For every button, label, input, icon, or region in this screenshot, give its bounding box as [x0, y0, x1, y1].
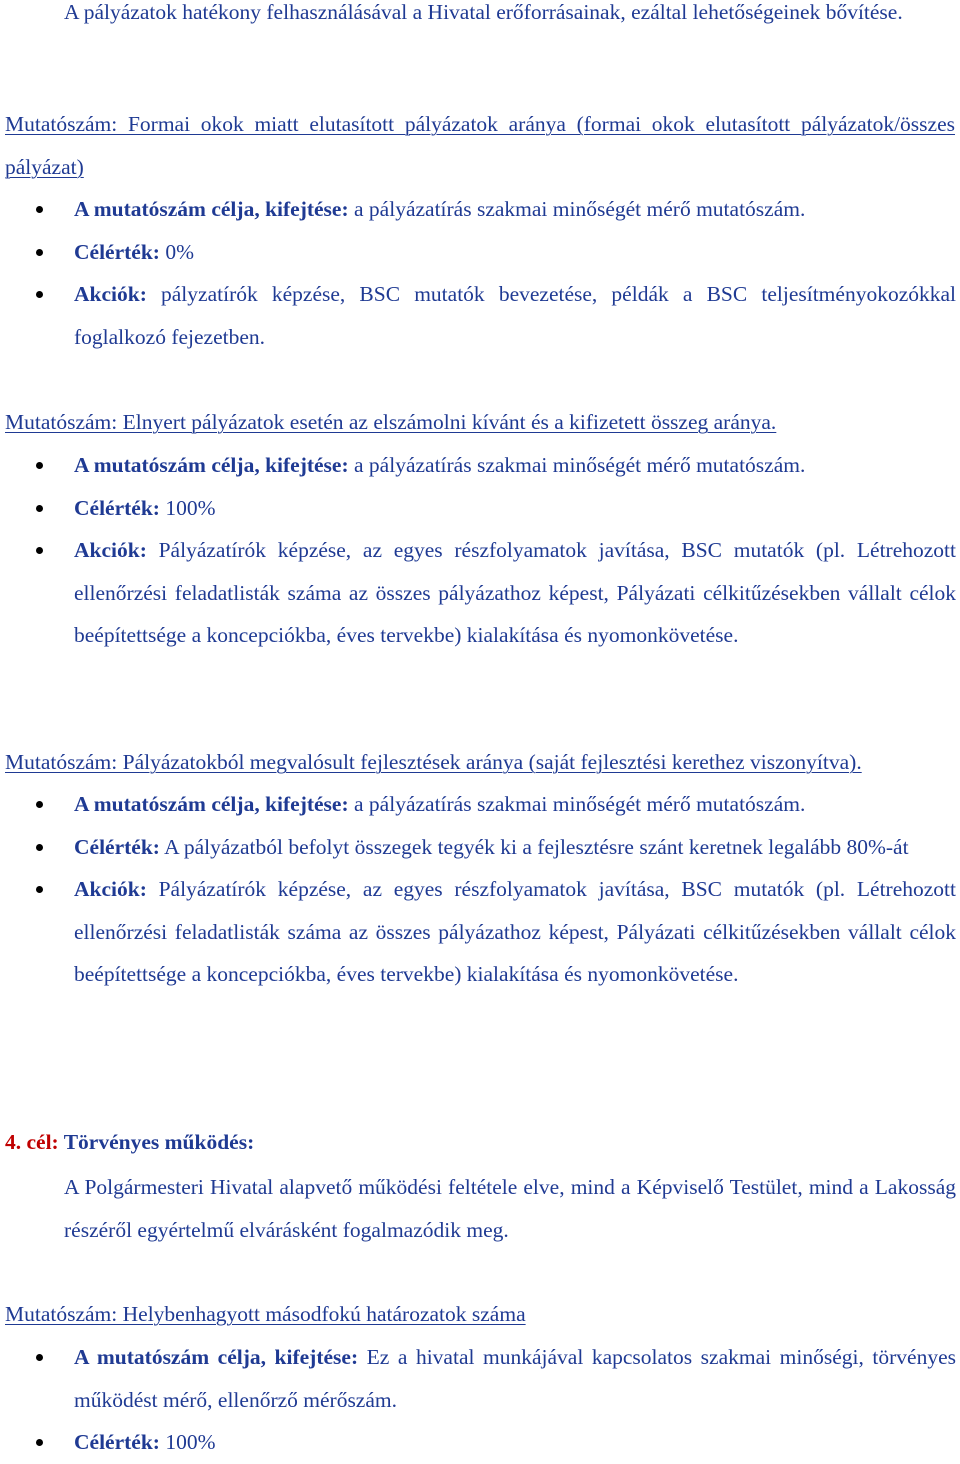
- item-term: A mutatószám célja, kifejtése:: [74, 1345, 359, 1369]
- item-text: a pályázatírás szakmai minőségét mérő mutatószám.: [348, 197, 806, 221]
- item-term: A mutatószám célja, kifejtése:: [74, 197, 349, 221]
- item-text: a pályázatírás szakmai minőségét mérő mutatószám.: [348, 792, 806, 816]
- list-item: [0, 273, 956, 358]
- item-text: A pályázatból befolyt összegek tegyék ki a fejlesztésre szánt keretnek legalább 80%-át: [159, 834, 909, 859]
- bullet-icon: [36, 1439, 43, 1446]
- goal-number: 4. cél:: [5, 1130, 64, 1154]
- item-term: Célérték:: [74, 834, 160, 859]
- item-term: Célérték:: [74, 239, 160, 264]
- item-text: 0%: [159, 239, 194, 264]
- indicator-heading: Mutatószám: Elnyert pályázatok esetén az elszámolni kívánt és a kifizetett összeg aránya.: [5, 410, 777, 434]
- bullet-icon: [36, 206, 43, 213]
- item-term: Akciók:: [74, 282, 147, 307]
- item-term: A mutatószám célja, kifejtése:: [74, 453, 349, 477]
- list-item: [0, 826, 956, 869]
- bullet-icon: [36, 844, 43, 851]
- item-text: pályzatírók képzése, BSC mutatók bevezetése, példák a BSC teljesítményokozókkal foglalkozó fejezetben.: [74, 282, 956, 349]
- goal-heading: [5, 1121, 254, 1164]
- indicator-heading: Mutatószám: Formai okok miatt elutasított pályázatok aránya (formai okok elutasított pályázatok/összes pályázat): [5, 112, 955, 179]
- item-text: 100%: [159, 495, 216, 520]
- bullet-list: [0, 444, 956, 657]
- bullet-list: [0, 783, 956, 996]
- bullet-icon: [36, 1354, 43, 1361]
- indicator-heading: Mutatószám: Helybenhagyott másodfokú határozatok száma: [5, 1302, 526, 1326]
- item-term: Akciók:: [74, 538, 147, 563]
- list-item: [0, 1421, 956, 1464]
- bullet-list: [0, 188, 956, 358]
- bullet-icon: [36, 249, 43, 256]
- item-text: Ez a hivatal munkájával kapcsolatos szakmai minőségi, törvényes működést mérő, ellenőrző mérőszám.: [74, 1345, 956, 1412]
- item-term: A mutatószám célja, kifejtése:: [74, 792, 349, 816]
- indicator-heading: Mutatószám: Pályázatokból megvalósult fejlesztések aránya (saját fejlesztési kerethez viszonyítva).: [5, 750, 862, 774]
- list-item: [0, 188, 956, 231]
- list-item: [0, 444, 956, 487]
- list-item: [0, 231, 956, 274]
- item-text: Pályázatírók képzése, az egyes részfolyamatok javítása, BSC mutatók (pl. Létrehozott ellenőrzési feladatlisták száma az összes pályázathoz képest, Pályázati célkitűzésekben vállalt célok beépítettsége a koncepciókba, éves tervekbe) kialakítása és nyomonkövetése.: [74, 877, 956, 987]
- goal-description: A Polgármesteri Hivatal alapvető működési feltétele elve, mind a Képviselő Testület, mind a Lakosság részéről egyértelmű elvárásként fogalmazódik meg.: [64, 1175, 956, 1242]
- bullet-icon: [36, 801, 43, 808]
- list-item: [0, 529, 956, 657]
- list-item: [0, 868, 956, 996]
- list-item: [0, 487, 956, 530]
- list-item: [0, 1336, 956, 1421]
- item-text: a pályázatírás szakmai minőségét mérő mutatószám.: [348, 453, 806, 477]
- bullet-icon: [36, 547, 43, 554]
- item-term: Akciók:: [74, 877, 147, 902]
- item-text: Pályázatírók képzése, az egyes részfolyamatok javítása, BSC mutatók (pl. Létrehozott ellenőrzési feladatlisták száma az összes pályázathoz képest, Pályázati célkitűzésekben vállalt célok beépítettsége a koncepciókba, éves tervekbe) kialakítása és nyomonkövetése.: [74, 538, 956, 648]
- goal-title: Törvényes működés:: [63, 1130, 255, 1154]
- bullet-icon: [36, 505, 43, 512]
- item-term: Célérték:: [74, 1430, 160, 1455]
- bullet-icon: [36, 886, 43, 893]
- bullet-list: [0, 1336, 956, 1464]
- intro-paragraph: A pályázatok hatékony felhasználásával a Hivatal erőforrásainak, ezáltal lehetőségeinek bővítése.: [64, 0, 903, 24]
- item-text: 100%: [159, 1430, 216, 1455]
- bullet-icon: [36, 291, 43, 298]
- list-item: [0, 783, 956, 826]
- item-term: Célérték:: [74, 495, 160, 520]
- bullet-icon: [36, 462, 43, 469]
